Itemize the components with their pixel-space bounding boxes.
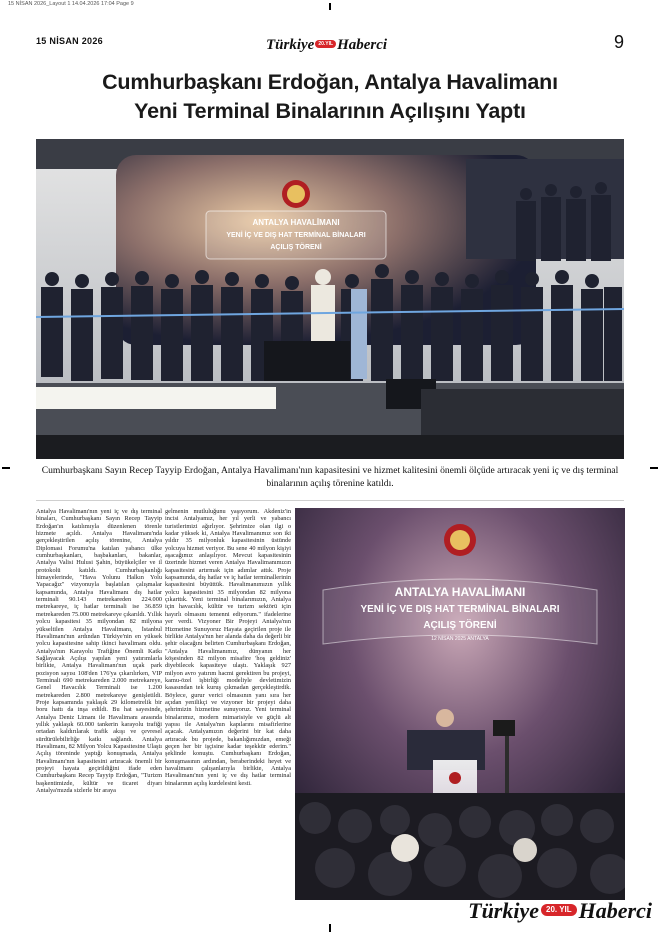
masthead-logo-right: Haberci: [337, 37, 388, 53]
speech-photo: [295, 508, 625, 900]
crop-mark-right: [650, 467, 658, 469]
crop-mark-top: [329, 3, 331, 10]
headline-line-1: Cumhurbaşkanı Erdoğan, Antalya Havalimanı: [102, 70, 558, 94]
speech-photo-graphic: [295, 508, 625, 900]
photo-caption: Cumhurbaşkanı Sayın Recep Tayyip Erdoğan, Antalya Havalimanı'nın kapasitesini ve hizmet kalitesini önemli ölçüde artıracak yeni iç ve dış terminal binalarının açılış törenine katıldı.: [41, 465, 619, 489]
masthead-logo-badge: 20.YIL: [315, 40, 336, 48]
side-photo-banner-line-1: ANTALYA HAVALİMANI: [394, 585, 526, 599]
top-photo-banner-line-1: ANTALYA HAVALİMANI: [252, 218, 340, 227]
printer-slug: 15 NİSAN 2026_Layout 1 14.04.2026 17:04 Page 9: [8, 1, 134, 7]
article-column-2-text: gelmenin mutluluğunu yaşıyorum. Akdeniz'in incisi Antalyamız, her yıl yerli ve yabancı turistlerimizi ağırlıyor. Şehrimize olan ilgi o kadar yüksek ki, Antalya Havalimanımız son iki yıldır 35 milyonluk kapasitesinin üstünde yolcuya hizmet veriyor. Bu sene 40 milyon kişiyi aşacağımız anlaşılıyor. Mevcut kapasitesinin üzerinde hizmet veren Antalya Havalimanımızın kapasitesini artırmak için adımlar attık. Proje kapsamında, dış hatlar ve iç hatlar terminallerinin kapasitesini büyüttük. Havalimanımızın yıllık yolcu kapasitesini 35 milyondan 82 milyona çıkarttık. Yeni terminal binalarımızın, Antalya için havacılık, kültür ve turizm sektörü için hayırlı olmasını temenni ediyorum." ifadelerine yer verdi. Vizyoner Bir Projeyi Antalya'nın Hizmetine Sunuyoruz Hayata geçirilen proje ile birlikte Antalya'nın her alanda daha da değerli bir şehir olacağını belirten Cumhurbaşkanı Erdoğan, "Antalya Havalimanımız, dünyanın her köşesinden 82 milyon misafire 'hoş geldiniz' diyebilecek kapasiteye ulaştı. Yaklaşık 927 milyon avro yatırım hacmi gerektiren bu projeyi, kamu-özel işbirliği modeliyle devletimizin kasasından tek kuruş çıkmadan gerçekleştirdik. Böylece, gurur verici olmasının yanı sıra her açıdan yenilikçi ve vizyoner bir projeyi daha şehrimizin hizmetine sunuyoruz. Yeni terminal binalarımız, modern mimarisiyle ve güçlü alt yapısı ile Antalya'nın kapılarını misafirlerine açacak. Antalyamızın değerini bir kat daha artıracak bu projede, bakanlığımızdan, emeği geçen her bir işçisine kadar teşekkür ederim." şeklinde konuştu. Cumhurbaşkanı Erdoğan, konuşmasının ardından, beraberindeki heyet ve havalimanı çalışanlarıyla birlikte, Antalya Havalimanı'nın yeni iç ve dış hatlar terminal binalarının açılış kurdelesini kesti.: [165, 508, 291, 787]
article-headline: [36, 68, 624, 126]
side-photo-banner-line-2: YENİ İÇ VE DIŞ HAT TERMİNAL BİNALARI: [360, 604, 560, 615]
headline-line-2: Yeni Terminal Binalarının Açılışını Yaptı: [134, 99, 526, 123]
top-photo-banner-line-3: AÇILIŞ TÖRENİ: [270, 244, 322, 251]
footer-logo-left: Türkiye: [468, 898, 540, 923]
crop-mark-bottom: [329, 924, 331, 932]
side-photo-banner-date: 12 NİSAN 2025 ANTALYA: [431, 636, 489, 642]
crop-mark-left: [2, 467, 10, 469]
issue-date: 15 NİSAN 2026: [36, 36, 103, 46]
side-photo-banner-line-3: AÇILIŞ TÖRENİ: [423, 620, 497, 631]
footer-logo: [468, 898, 652, 924]
ceremony-photo: [36, 139, 624, 459]
masthead-logo: [266, 36, 398, 54]
article-column-1: [36, 508, 162, 794]
caption-divider: [36, 500, 624, 501]
ceremony-photo-graphic: [36, 139, 624, 459]
page-number: 9: [613, 32, 624, 52]
masthead-logo-left: Türkiye: [266, 37, 315, 53]
article-column-2: [165, 508, 291, 787]
top-photo-banner-line-2: YENİ İÇ VE DIŞ HAT TERMİNAL BİNALARI: [226, 232, 366, 239]
footer-logo-badge: 20. YIL: [541, 904, 577, 916]
article-column-1-text: Antalya Havalimanı'nın yeni iç ve dış terminal binaları, Cumhurbaşkanı Sayın Recep Tayyip Erdoğan'ın katılımıyla düzenlenen törenle hizmete açıldı. Antalya Havalimanı'nda gerçekleştirilen açılış törenine, Antalya Diplomasi Forumu'na katılan yabancı ülke cumhurbaşkanları, başbakanları, bakanlar, Antalya Valisi Hulusi Şahin, büyükelçiler ve il protokolü katıldı. Cumhurbaşkanlığı himayelerinde, "Hava Yolunu Halkın Yolu Yapacağız" vizyonuyla başlatılan çalışmalar kapsamında, Antalya Havalimanı dış hatlar terminali 90.143 metrekareden 224.000 metrekareye, iç hatlar terminali ise 36.859 metrekareden 75.000 metrekareye çıkarıldı. Yıllık yolcu kapasitesi 35 milyondan 82 milyona yükseltilen Antalya Havalimanı, İstanbul Havalimanı'nın ardından Türkiye'nin en yüksek yolcu kapasitesine sahip ikinci havalimanı oldu. Antalya'nın Karayolu Trafiğine Önemli Katkı Sağlayacak Açılışı yapılan yeni yatırımlarla birlikte, Antalya Havalimanı'nın uçak park pozisyon sayısı 108'den 176'ya çıkarılırken, VIP Terminali 690 metrekareden 2.000 metrekareye, Genel Havacılık Terminali ise 1.200 metrekareden 2.800 metrekareye genişletildi. Proje kapsamında yaklaşık 29 kilometrelik bir boru hattı da inşa edildi. Bu hat sayesinde, Antalya Deniz Limanı ile Havalimanı arasında yıllık yaklaşık 60.000 tankerin karayolu trafiği ortadan kaldırılarak trafik akışı ve çevresel sürdürülebilirliğe katkı sağlandı. Antalya Havalimanı, 82 Milyon Yolcu Kapasitesine Ulaştı Açılış töreninde yaptığı konuşmada, Antalya Havalimanı'nın kapasitesini artıracak önemli bir projeyi hayata geçirildiğini ifade eden Cumhurbaşkanı Recep Tayyip Erdoğan, "Turizm başkentimizde, kültür ve ticaret diyarı Antalya'mızda sizlerle bir araya: [36, 508, 163, 795]
footer-logo-right: Haberci: [578, 898, 652, 923]
